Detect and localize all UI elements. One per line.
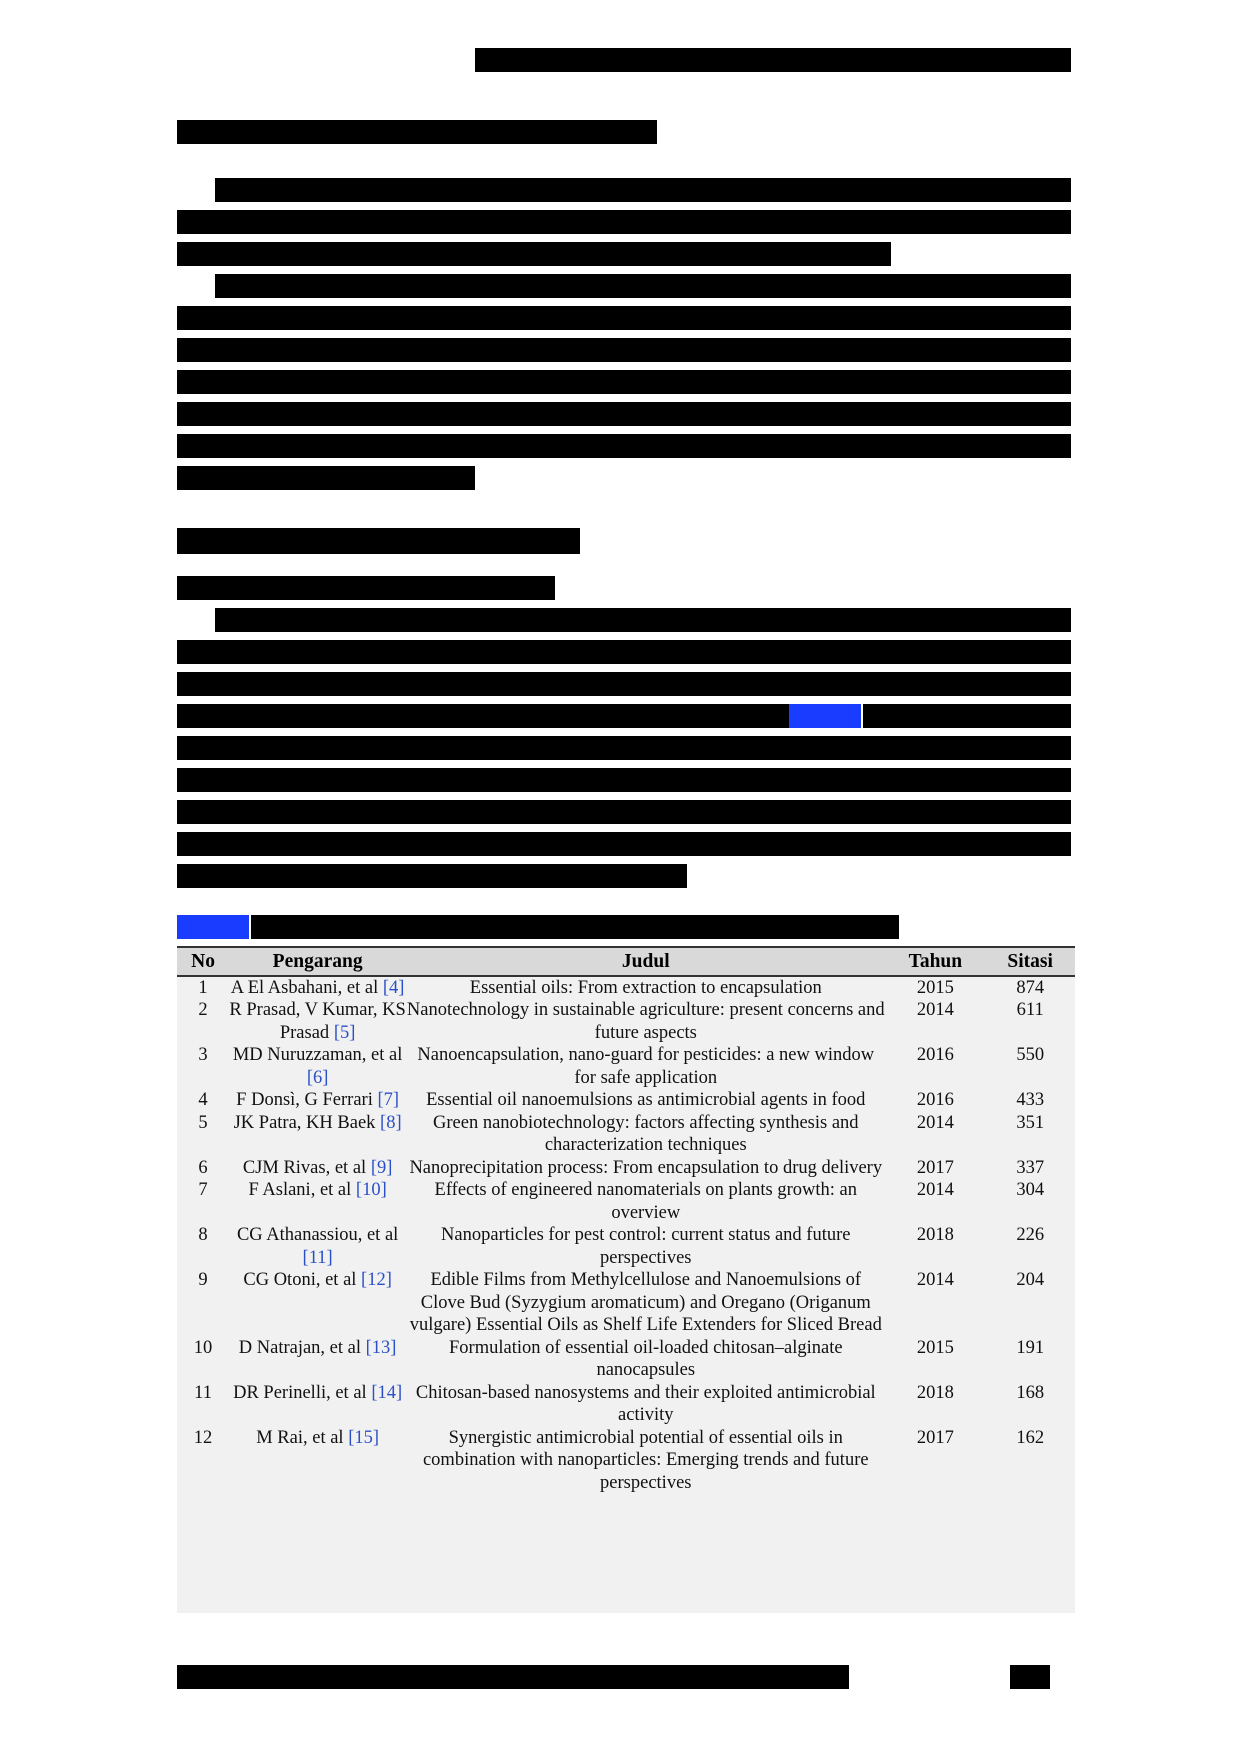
body-line-redacted xyxy=(177,370,1071,394)
cell-author xyxy=(229,1157,406,1180)
cell-citations: 204 xyxy=(1016,1270,1045,1290)
footer-page-number-redacted xyxy=(1010,1665,1050,1689)
cell-year: 2014 xyxy=(916,1270,954,1290)
cell-author xyxy=(229,1269,406,1337)
body-line-redacted xyxy=(177,466,475,490)
body-line-redacted xyxy=(177,704,789,728)
author-name: CG Athanassiou, et al xyxy=(236,1225,399,1245)
footer-journal-redacted xyxy=(177,1665,849,1689)
body-line-redacted xyxy=(215,274,1071,298)
body-line-redacted xyxy=(177,832,1071,856)
cell-citations: 191 xyxy=(1016,1337,1045,1358)
cell-author xyxy=(229,1179,406,1224)
author-name: A El Asbahani, et al xyxy=(230,977,379,998)
reference-link[interactable]: [11] xyxy=(302,1247,333,1268)
cell-author xyxy=(229,1044,406,1089)
cell-title: Edible Films from Methylcellulose and Nanoemulsions of Clove Bud (Syzygium aromaticum) and Oregano (Origanum vulgare) Essential Oils as Shelf Life Extenders for Sliced Bread xyxy=(409,1270,882,1335)
table-row xyxy=(177,1044,1075,1089)
cell-title: Essential oil nanoemulsions as antimicrobial agents in food xyxy=(426,1090,866,1110)
body-line-redacted xyxy=(177,434,1071,458)
cell-year: 2017 xyxy=(916,1157,954,1178)
cell-year: 2015 xyxy=(916,977,954,998)
cell-citations: 351 xyxy=(1016,1112,1045,1133)
reference-link[interactable]: [4] xyxy=(382,977,405,998)
cell-title: Green nanobiotechnology: factors affecting synthesis and characterization techniques xyxy=(433,1112,859,1155)
table-caption xyxy=(177,915,899,939)
body-line-redacted xyxy=(177,736,1071,760)
cell-title: Nanotechnology in sustainable agriculture: present concerns and future aspects xyxy=(406,1000,885,1043)
subheading-redacted xyxy=(177,576,555,600)
body-line-redacted xyxy=(177,338,1071,362)
cell-citations: 550 xyxy=(1016,1045,1045,1065)
body-line-redacted xyxy=(177,640,1071,664)
cell-no: 5 xyxy=(198,1112,208,1133)
citation-table xyxy=(177,946,1075,1494)
cell-year: 2018 xyxy=(916,1382,954,1403)
cell-author xyxy=(229,1112,406,1157)
table-row xyxy=(177,1337,1075,1382)
cell-year: 2016 xyxy=(916,1045,954,1065)
author-name: JK Patra, KH Baek xyxy=(233,1112,376,1133)
cell-no: 4 xyxy=(198,1090,208,1110)
body-line-redacted xyxy=(177,402,1071,426)
cell-year: 2016 xyxy=(916,1090,954,1110)
author-name: DR Perinelli, et al xyxy=(233,1382,367,1403)
body-line-redacted xyxy=(177,800,1071,824)
table-caption-label-link[interactable] xyxy=(177,915,249,939)
body-line-redacted xyxy=(177,768,1071,792)
reference-link[interactable]: [7] xyxy=(377,1090,400,1110)
table-row xyxy=(177,999,1075,1044)
author-name: CJM Rivas, et al xyxy=(242,1157,367,1178)
cell-citations: 226 xyxy=(1016,1225,1045,1245)
cell-author xyxy=(229,1089,406,1112)
cell-title: Chitosan-based nanosystems and their exploited antimicrobial activity xyxy=(415,1382,876,1425)
author-name: M Rai, et al xyxy=(256,1427,344,1448)
table-row xyxy=(177,1112,1075,1157)
body-line-redacted xyxy=(177,242,891,266)
table-caption-text-redacted xyxy=(251,915,899,939)
cell-title: Essential oils: From extraction to encapsulation xyxy=(469,977,822,998)
cell-no: 1 xyxy=(198,977,208,998)
reference-link[interactable]: [10] xyxy=(355,1180,387,1200)
cell-author xyxy=(229,1382,406,1427)
body-line-redacted xyxy=(215,178,1071,202)
reference-link[interactable]: [9] xyxy=(370,1157,393,1178)
table-row xyxy=(177,1224,1075,1269)
body-line-redacted xyxy=(177,864,687,888)
cell-no: 6 xyxy=(198,1157,208,1178)
header-citations: Sitasi xyxy=(985,947,1075,976)
table-row xyxy=(177,976,1075,1000)
cell-no: 2 xyxy=(198,1000,208,1020)
author-name: F Donsì, G Ferrari xyxy=(236,1090,373,1110)
reference-link[interactable]: [6] xyxy=(306,1067,329,1088)
cell-no: 12 xyxy=(193,1427,213,1448)
cell-citations: 433 xyxy=(1016,1090,1045,1110)
table-row xyxy=(177,1179,1075,1224)
header-year: Tahun xyxy=(885,947,985,976)
cell-year: 2015 xyxy=(916,1337,954,1358)
section-heading-redacted xyxy=(177,120,657,144)
cell-no: 8 xyxy=(198,1225,208,1245)
cell-citations: 337 xyxy=(1016,1157,1045,1178)
table-row xyxy=(177,1157,1075,1180)
table-header-row xyxy=(177,947,1075,976)
cell-citations: 162 xyxy=(1016,1427,1045,1448)
table-row xyxy=(177,1269,1075,1337)
cell-title: Nanoencapsulation, nano-guard for pesticides: a new window for safe application xyxy=(417,1045,875,1088)
cell-no: 11 xyxy=(194,1382,212,1403)
body-line-redacted xyxy=(863,704,1071,728)
body-line-redacted xyxy=(215,608,1071,632)
tabel-1-link[interactable] xyxy=(789,704,861,728)
cell-title: Nanoparticles for pest control: current status and future perspectives xyxy=(441,1225,851,1268)
cell-no: 9 xyxy=(198,1270,208,1290)
cell-author xyxy=(229,1427,406,1495)
cell-author xyxy=(229,976,406,1000)
table-row xyxy=(177,1427,1075,1495)
author-name: D Natrajan, et al xyxy=(238,1337,362,1358)
cell-title: Synergistic antimicrobial potential of essential oils in combination with nanoparticles: Emerging trends and future perspectives xyxy=(422,1427,869,1493)
cell-year: 2014 xyxy=(916,1112,954,1133)
author-name: F Aslani, et al xyxy=(248,1180,352,1200)
reference-link[interactable]: [14] xyxy=(371,1382,403,1403)
author-name: MD Nuruzzaman, et al xyxy=(232,1045,403,1065)
section-heading-redacted xyxy=(177,528,580,554)
body-line-redacted xyxy=(177,210,1071,234)
cell-citations: 611 xyxy=(1016,1000,1044,1020)
cell-title: Effects of engineered nanomaterials on plants growth: an overview xyxy=(434,1180,857,1223)
cell-citations: 304 xyxy=(1016,1180,1045,1200)
cell-no: 10 xyxy=(193,1337,213,1358)
cell-title: Nanoprecipitation process: From encapsulation to drug delivery xyxy=(409,1157,883,1178)
cell-author xyxy=(229,999,406,1044)
header-title: Judul xyxy=(406,947,885,976)
cell-author xyxy=(229,1224,406,1269)
header-no: No xyxy=(177,947,229,976)
table-row xyxy=(177,1382,1075,1427)
cell-title: Formulation of essential oil-loaded chitosan–alginate nanocapsules xyxy=(449,1337,843,1380)
reference-link[interactable]: [8] xyxy=(380,1112,402,1133)
reference-link[interactable]: [12] xyxy=(361,1270,392,1290)
cell-no: 7 xyxy=(198,1180,208,1200)
citation-table-container xyxy=(177,946,1075,1613)
author-name: R Prasad, V Kumar, KS Prasad xyxy=(229,1000,406,1043)
author-name: CG Otoni, et al xyxy=(243,1270,357,1290)
reference-link[interactable]: [15] xyxy=(348,1427,380,1448)
header-author: Pengarang xyxy=(229,947,406,976)
cell-year: 2014 xyxy=(916,1180,954,1200)
reference-link[interactable]: [5] xyxy=(333,1022,356,1043)
cell-year: 2018 xyxy=(916,1225,954,1245)
cell-author xyxy=(229,1337,406,1382)
cell-no: 3 xyxy=(198,1045,208,1065)
reference-link[interactable]: [13] xyxy=(365,1337,397,1358)
body-line-redacted xyxy=(177,672,1071,696)
cell-citations: 168 xyxy=(1016,1382,1045,1403)
cell-citations: 874 xyxy=(1016,977,1045,998)
table-row xyxy=(177,1089,1075,1112)
cell-year: 2017 xyxy=(916,1427,954,1448)
cell-year: 2014 xyxy=(916,1000,954,1020)
body-line-redacted xyxy=(177,306,1071,330)
running-header-redacted xyxy=(475,48,1071,72)
